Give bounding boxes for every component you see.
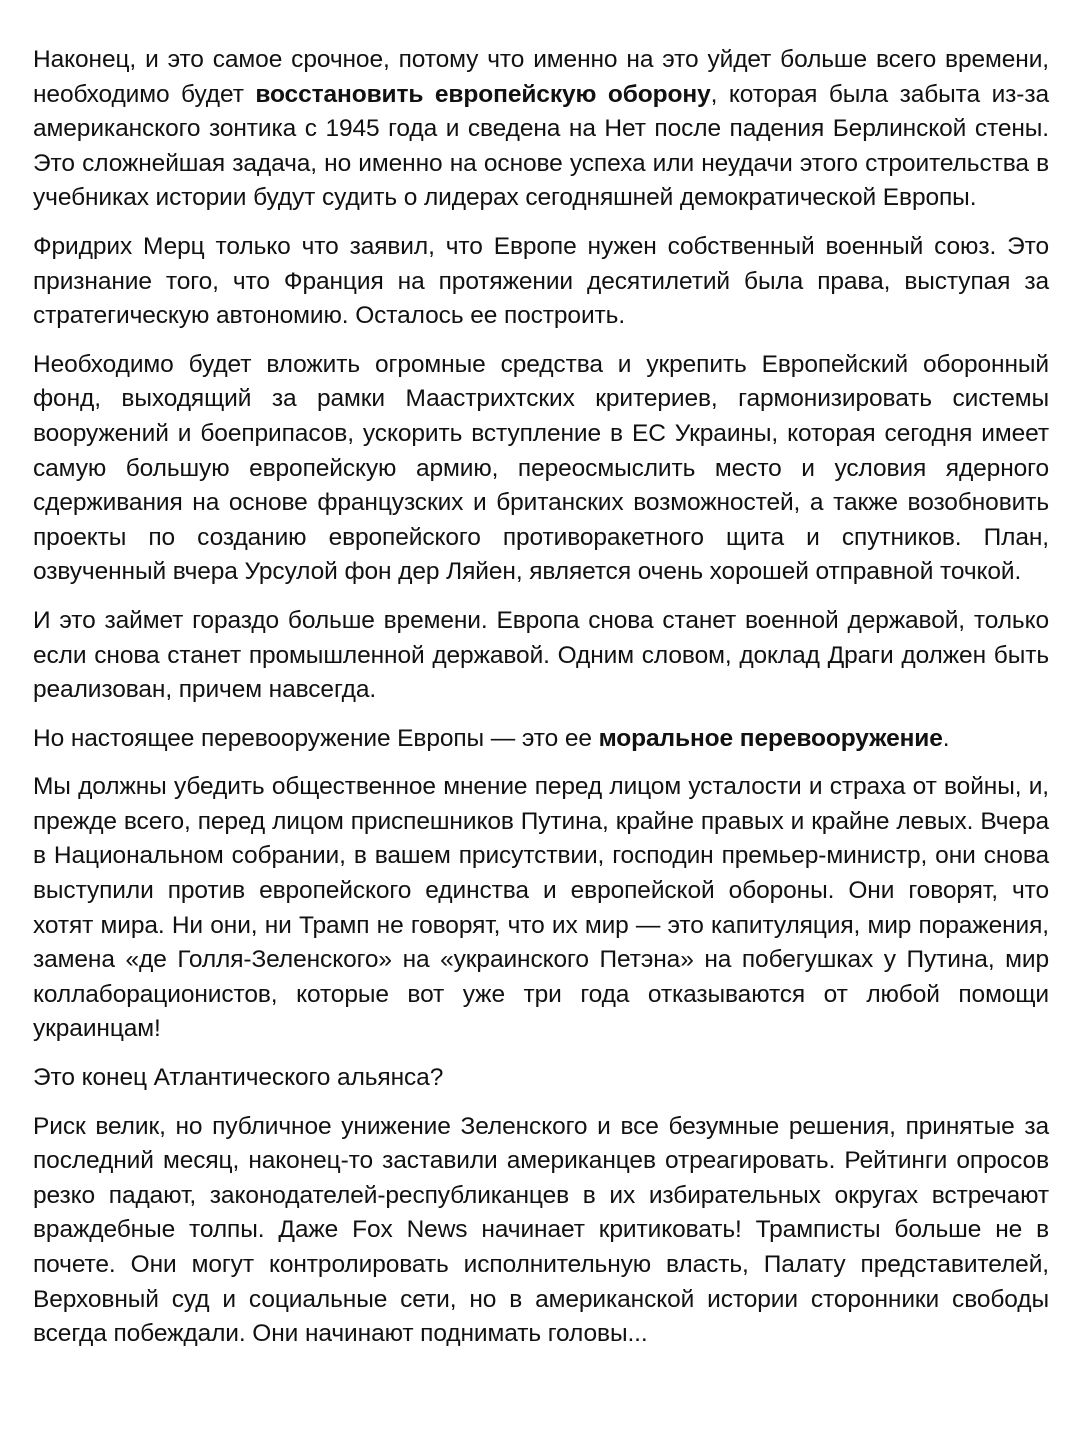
- paragraph-european-defense: [33, 43, 1049, 216]
- text-run: И это займет гораздо больше времени. Европа снова станет военной державой, только если снова станет промышленной державой. Одним словом, доклад Драги должен быть реализован, причем навсегда.: [33, 606, 1049, 704]
- article-body: [33, 43, 1049, 1366]
- bold-text-run: восстановить европейскую оборону: [255, 80, 711, 108]
- paragraph-public-opinion: [33, 770, 1049, 1047]
- bold-text-run: моральное перевооружение: [598, 724, 943, 752]
- text-run: Наконец, и это самое срочное, потому что именно на это уйдет больше всего времени, необходимо будет: [33, 46, 1049, 108]
- paragraph-merz-military-union: [33, 230, 1049, 334]
- paragraph-american-reaction: [33, 1110, 1049, 1352]
- text-run: , которая была забыта из-за американского зонтика с 1945 года и сведена на Нет после падения Берлинской стены. Это сложнейшая задача, но именно на основе успеха или неудачи этого строительства в учебниках истории будут судить о лидерах сегодняшней демократической Европы.: [33, 80, 1050, 212]
- paragraph-investment-plan: [33, 348, 1049, 590]
- paragraph-moral-rearmament: [33, 722, 1049, 757]
- text-run: Мы должны убедить общественное мнение перед лицом усталости и страха от войны, и, прежде всего, перед лицом приспешников Путина, крайне правых и крайне левых. Вчера в Национальном собрании, в вашем присутствии, господин премьер-министр, они снова выступили против европейского единства и европейской обороны. Они говорят, что хотят мира. Ни они, ни Трамп не говорят, что их мир — это капитуляция, мир поражения, замена «де Голля-Зеленского» на «украинского Петэна» на побегушках у Путина, мир коллаборационистов, которые вот уже три года отказываются от любой помощи украинцам!: [33, 773, 1049, 1043]
- text-run: Но настоящее перевооружение Европы — это ее: [33, 724, 599, 752]
- paragraph-industrial-power: [33, 604, 1049, 708]
- text-run: Фридрих Мерц только что заявил, что Европе нужен собственный военный союз. Это признание того, что Франция на протяжении десятилетий была права, выступая за стратегическую автономию. Осталось ее построить.: [33, 232, 1049, 330]
- text-run: Необходимо будет вложить огромные средства и укрепить Европейский оборонный фонд, выходящий за рамки Маастрихтских критериев, гармонизировать системы вооружений и боеприпасов, ускорить вступление в ЕС Украины, которая сегодня имеет самую большую европейскую армию, переосмыслить место и условия ядерного сдерживания на основе французских и британских возможностей, а также возобновить проекты по созданию европейского противоракетного щита и спутников. План, озвученный вчера Урсулой фон дер Ляйен, является очень хорошей отправной точкой.: [33, 350, 1049, 586]
- text-run: Это конец Атлантического альянса?: [33, 1064, 444, 1092]
- text-run: Риск велик, но публичное унижение Зеленского и все безумные решения, принятые за последний месяц, наконец-то заставили американцев отреагировать. Рейтинги опросов резко падают, законодателей-республиканцев в их избирательных округах встречают враждебные толпы. Даже Fox News начинает критиковать! Трамписты больше не в почете. Они могут контролировать исполнительную власть, Палату представителей, Верховный суд и социальные сети, но в американской истории сторонники свободы всегда побеждали. Они начинают поднимать головы...: [33, 1112, 1049, 1348]
- text-run: .: [942, 724, 950, 752]
- paragraph-atlantic-alliance-question: [33, 1061, 1049, 1096]
